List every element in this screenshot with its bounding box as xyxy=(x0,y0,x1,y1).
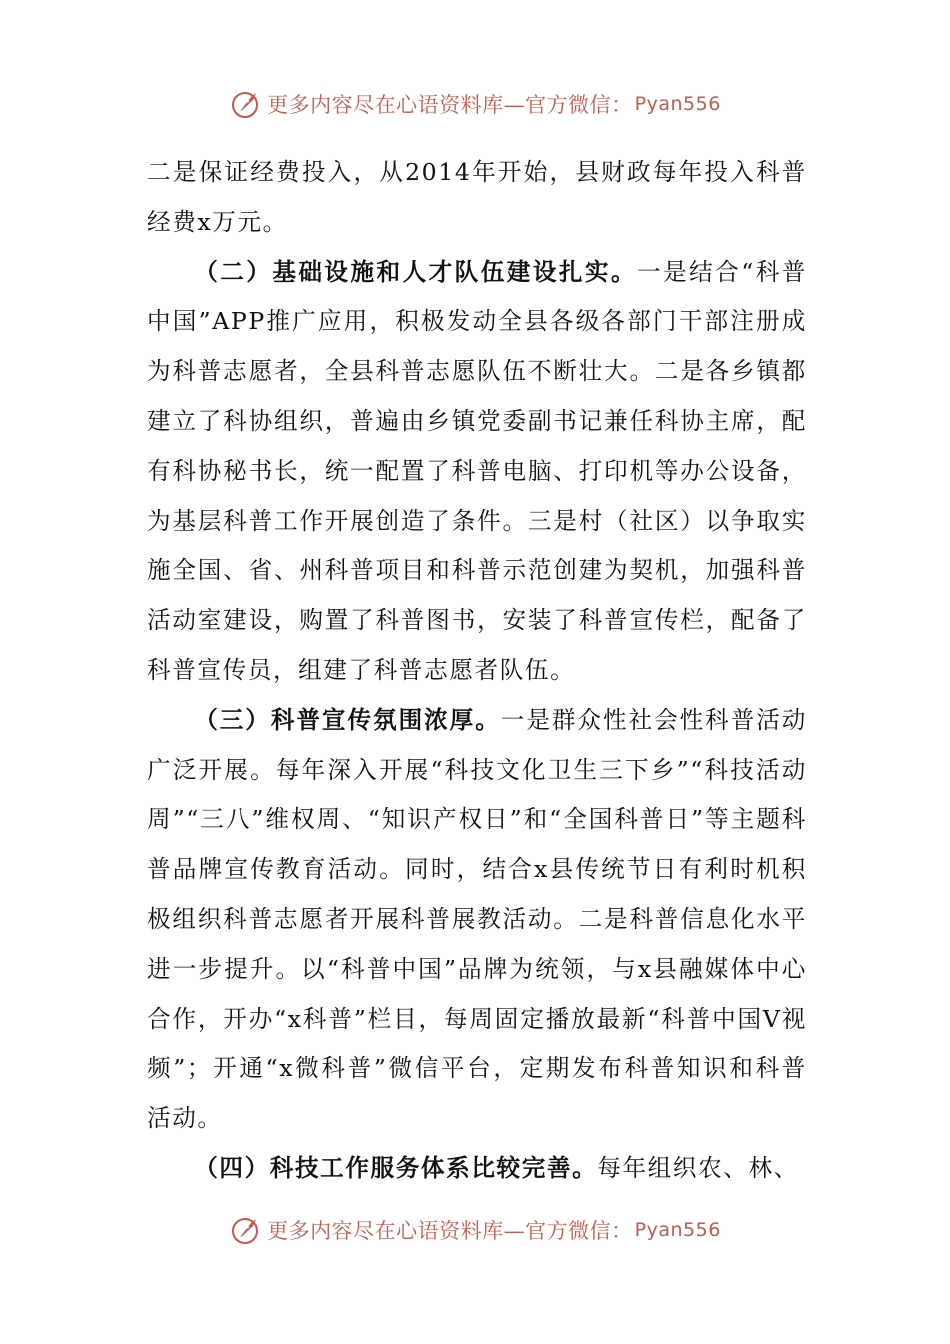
section-heading-2: （二）基础设施和人才队伍建设扎实。 xyxy=(194,257,638,286)
watermark-handle: Pyan556 xyxy=(634,1219,721,1241)
paragraph-4-body: 每年组织农、林、 xyxy=(597,1153,799,1182)
pen-nib-logo-icon xyxy=(229,1213,263,1247)
paragraph-4 xyxy=(147,1144,807,1194)
watermark-header xyxy=(0,84,950,124)
paragraph-3 xyxy=(147,696,807,1144)
paragraph-2-body: 一是结合“科普中国”APP推广应用，积极发动全县各级各部门干部注册成为科普志愿者，全县科普志愿队伍不断壮大。二是各乡镇都建立了科协组织，普遍由乡镇党委副书记兼任科协主席，配有科协秘书长，统一配置了科普电脑、打印机等办公设备，为基层科普工作开展创造了条件。三是村（社区）以争取实施全国、省、州科普项目和科普示范创建为契机，加强科普活动室建设，购置了科普图书，安装了科普宣传栏，配备了科普宣传员，组建了科普志愿者队伍。 xyxy=(147,257,807,684)
section-heading-4: （四）科技工作服务体系比较完善。 xyxy=(194,1153,598,1182)
watermark-text: 更多内容尽在心语资料库—官方微信： xyxy=(267,93,633,117)
pen-nib-logo-icon xyxy=(229,87,263,121)
paragraph-1 xyxy=(147,148,807,248)
paragraph-1-body: 二是保证经费投入，从2014年开始，县财政每年投入科普经费x万元。 xyxy=(147,158,807,236)
section-heading-3: （三）科普宣传氛围浓厚。 xyxy=(194,705,501,734)
watermark-footer xyxy=(0,1210,950,1250)
paragraph-3-body: 一是群众性社会性科普活动广泛开展。每年深入开展“科技文化卫生三下乡”“科技活动周”“三八”维权周、“知识产权日”和“全国科普日”等主题科普品牌宣传教育活动。同时，结合x县传统节日有利时机积极组织科普志愿者开展科普展教活动。二是科普信息化水平进一步提升。以“科普中国”品牌为统领，与x县融媒体中心合作，开办“x科普”栏目，每周固定播放最新“科普中国V视频”；开通“x微科普”微信平台，定期发布科普知识和科普活动。 xyxy=(147,705,808,1133)
watermark-text: 更多内容尽在心语资料库—官方微信： xyxy=(267,1219,633,1243)
watermark-handle: Pyan556 xyxy=(634,93,721,115)
paragraph-2 xyxy=(147,248,807,696)
document-body xyxy=(147,148,807,1194)
